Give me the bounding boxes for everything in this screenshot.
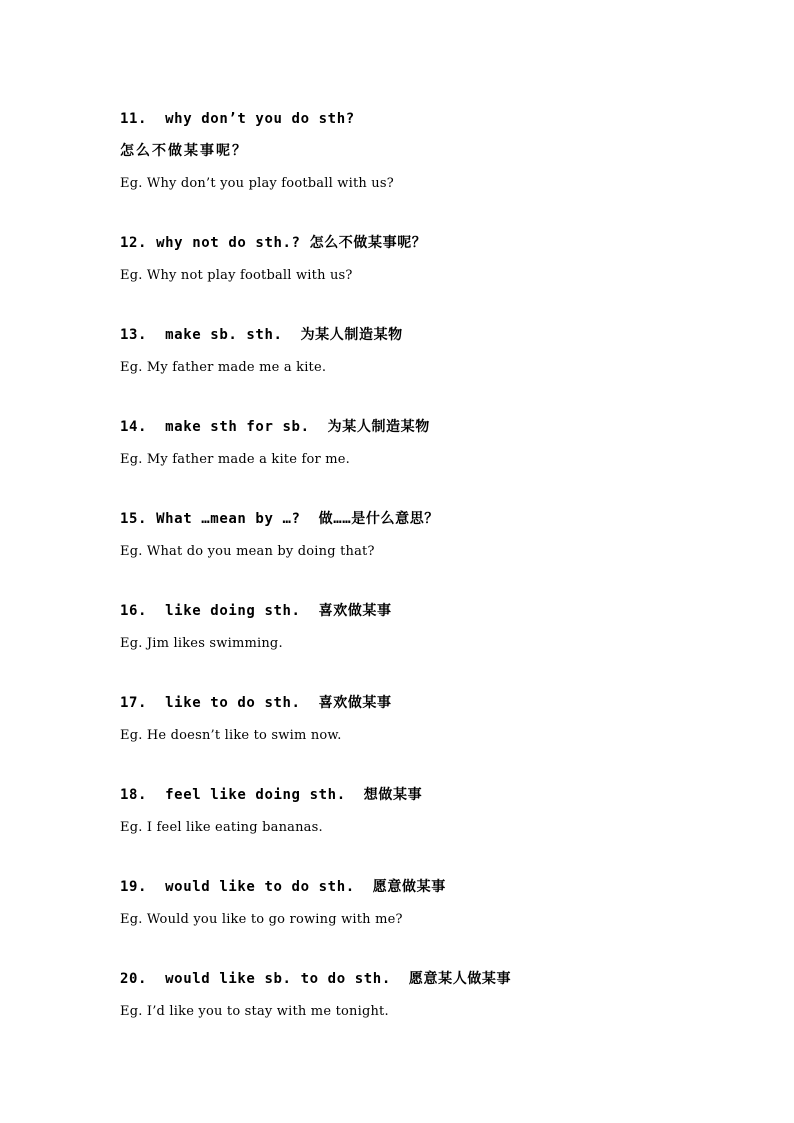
- entry-heading-14: 14. make sth for sb. 为某人制造某物: [120, 419, 430, 435]
- entry-subheading-11: 怎么不做某事呢？: [120, 143, 248, 159]
- entry-heading-19: 19. would like to do sth. 愿意做某事: [120, 879, 446, 895]
- entry-example-11: Eg. Why don’t you play football with us?: [120, 176, 394, 191]
- entry-example-17: Eg. He doesn’t like to swim now.: [120, 728, 342, 743]
- entry-heading-20: 20. would like sb. to do sth. 愿意某人做某事: [120, 971, 512, 987]
- entry-heading-16: 16. like doing sth. 喜欢做某事: [120, 603, 392, 619]
- entry-example-19: Eg. Would you like to go rowing with me?: [120, 912, 403, 927]
- entry-example-14: Eg. My father made a kite for me.: [120, 452, 350, 467]
- entry-heading-12: 12. why not do sth.? 怎么不做某事呢？: [120, 235, 427, 251]
- entry-example-16: Eg. Jim likes swimming.: [120, 636, 283, 651]
- entry-heading-18: 18. feel like doing sth. 想做某事: [120, 787, 423, 803]
- entry-example-13: Eg. My father made me a kite.: [120, 360, 327, 375]
- entry-heading-11: 11. why don’t you do sth?: [120, 111, 355, 127]
- entry-heading-17: 17. like to do sth. 喜欢做某事: [120, 695, 392, 711]
- entry-example-18: Eg. I feel like eating bananas.: [120, 820, 323, 835]
- entry-example-20: Eg. I’d like you to stay with me tonight.: [120, 1004, 389, 1019]
- entry-heading-15: 15. What …mean by …? 做……是什么意思？: [120, 511, 439, 527]
- entry-example-15: Eg. What do you mean by doing that?: [120, 544, 375, 559]
- entry-heading-13: 13. make sb. sth. 为某人制造某物: [120, 327, 403, 343]
- entry-example-12: Eg. Why not play football with us?: [120, 268, 353, 283]
